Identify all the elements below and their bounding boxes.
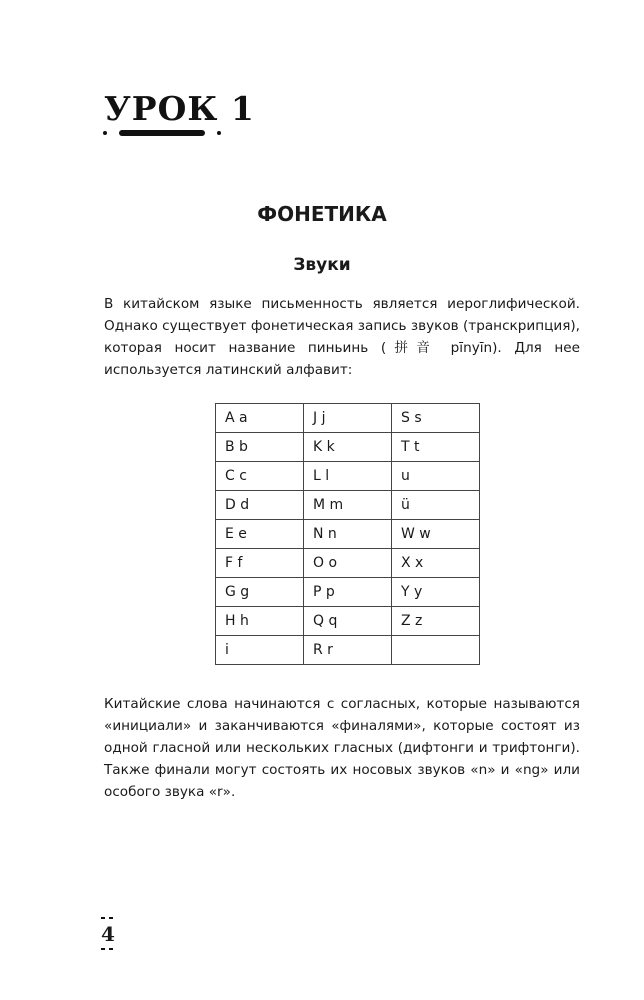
- initials-finals-paragraph: Китайские слова начинаются с согласных, которые называются «инициали» и заканчиваются «финалями», которые состоят из одной гласной или нескольких гласных (дифтонги и трифтонги). Также финали могут состоять их носовых звуков «n» и «ng» или особого звука «r».: [104, 696, 580, 800]
- table-cell: i: [216, 636, 304, 665]
- table-cell: u: [392, 462, 480, 491]
- table-row: [216, 433, 480, 462]
- table-cell: B b: [216, 433, 304, 462]
- intro-paragraph: В китайском языке письменность является иероглифической. Однако существует фонетическая запись звуков (транскрипция), которая носит название пиньинь (拼音 pīnyīn). Для нее используется латинский алфавит:: [104, 296, 580, 378]
- table-cell: C c: [216, 462, 304, 491]
- table-cell: G g: [216, 578, 304, 607]
- table-cell: N n: [304, 520, 392, 549]
- alphabet-table: [215, 403, 480, 665]
- table-cell: A a: [216, 404, 304, 433]
- table-cell: E e: [216, 520, 304, 549]
- table-cell: ü: [392, 491, 480, 520]
- subsection-title: Звуки: [293, 255, 351, 275]
- underline-dot-right: [217, 131, 221, 135]
- table-cell: [392, 636, 480, 665]
- table-cell: K k: [304, 433, 392, 462]
- table-cell: T t: [392, 433, 480, 462]
- table-cell: W w: [392, 520, 480, 549]
- underline-bar: [119, 130, 205, 136]
- table-cell: X x: [392, 549, 480, 578]
- table-cell: L l: [304, 462, 392, 491]
- title-underline: [103, 130, 221, 136]
- table-cell: H h: [216, 607, 304, 636]
- page-number-tick-top: [109, 917, 113, 919]
- page-number-tick-bottom: [101, 948, 105, 950]
- lesson-title: УРОК 1: [104, 89, 255, 128]
- section-title: ФОНЕТИКА: [257, 202, 387, 226]
- page-number-tick-bottom: [109, 948, 113, 950]
- table-row: [216, 462, 480, 491]
- table-cell: S s: [392, 404, 480, 433]
- table-cell: D d: [216, 491, 304, 520]
- table-cell: Z z: [392, 607, 480, 636]
- table-row: [216, 404, 480, 433]
- table-cell: Q q: [304, 607, 392, 636]
- table-cell: R r: [304, 636, 392, 665]
- table-cell: O o: [304, 549, 392, 578]
- table-row: [216, 520, 480, 549]
- table-cell: P p: [304, 578, 392, 607]
- table-row: [216, 549, 480, 578]
- table-cell: M m: [304, 491, 392, 520]
- table-row: [216, 607, 480, 636]
- page-number-tick-top: [101, 917, 105, 919]
- table-row: [216, 578, 480, 607]
- underline-dot-left: [103, 131, 107, 135]
- table-cell: Y y: [392, 578, 480, 607]
- table-cell: F f: [216, 549, 304, 578]
- page-number: 4: [101, 922, 115, 946]
- table-row: [216, 636, 480, 665]
- table-row: [216, 491, 480, 520]
- table-cell: J j: [304, 404, 392, 433]
